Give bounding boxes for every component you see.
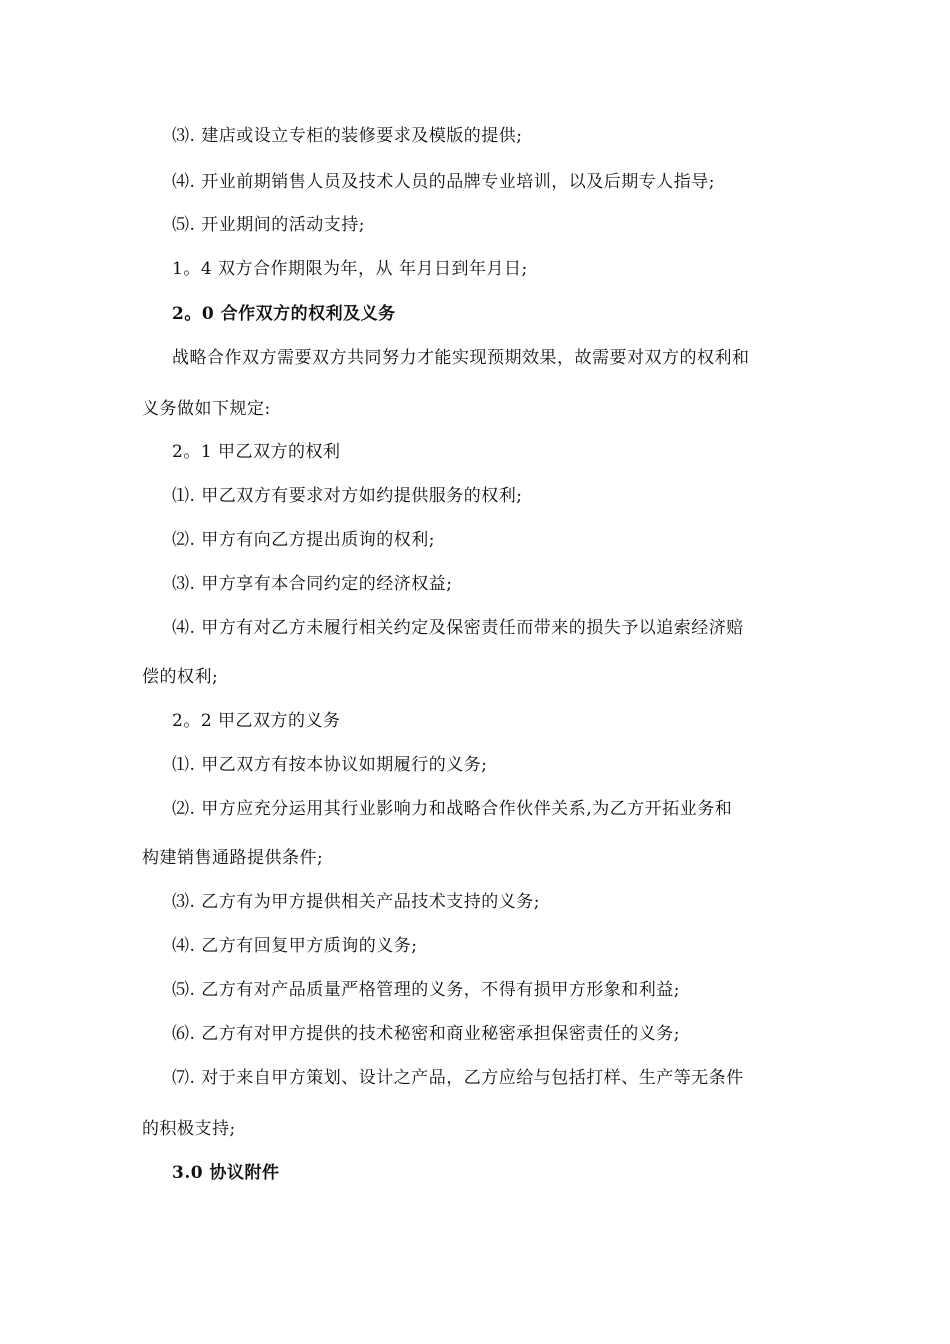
list-item: 构建销售通路提供条件; <box>142 848 324 868</box>
list-item: ⑵. 甲方有向乙方提出质询的权利; <box>172 530 436 550</box>
list-item: ⑷. 开业前期销售人员及技术人员的品牌专业培训，以及后期专人指导; <box>172 172 716 192</box>
list-item: ⑴. 甲乙双方有要求对方如约提供服务的权利; <box>172 486 523 506</box>
list-item: ⑴. 甲乙双方有按本协议如期履行的义务; <box>172 755 488 775</box>
list-item: ⑸. 开业期间的活动支持; <box>172 215 366 235</box>
list-item: ⑷. 甲方有对乙方未履行相关约定及保密责任而带来的损失予以追索经济赔 <box>172 618 744 638</box>
list-item: ⑶. 建店或设立专柜的装修要求及模版的提供; <box>172 126 523 146</box>
section-heading: 2。0 合作双方的权利及义务 <box>172 304 396 324</box>
subsection-heading: 2。2 甲乙双方的义务 <box>172 711 341 731</box>
list-item: 的积极支持; <box>142 1119 236 1139</box>
section-heading: 3.0 协议附件 <box>172 1163 280 1183</box>
paragraph: 1。4 双方合作期限为年，从 年月日到年月日; <box>172 259 528 279</box>
list-item: ⑶. 乙方有为甲方提供相关产品技术支持的义务; <box>172 892 541 912</box>
list-item: ⑹. 乙方有对甲方提供的技术秘密和商业秘密承担保密责任的义务; <box>172 1024 681 1044</box>
list-item: ⑺. 对于来自甲方策划、设计之产品，乙方应给与包括打样、生产等无条件 <box>172 1068 744 1088</box>
list-item: 偿的权利; <box>142 667 219 687</box>
subsection-heading: 2。1 甲乙双方的权利 <box>172 442 341 462</box>
paragraph: 义务做如下规定: <box>142 399 271 419</box>
list-item: ⑶. 甲方享有本合同约定的经济权益; <box>172 574 453 594</box>
list-item: ⑸. 乙方有对产品质量严格管理的义务，不得有损甲方形象和利益; <box>172 980 681 1000</box>
paragraph: 战略合作双方需要双方共同努力才能实现预期效果，故需要对双方的权利和 <box>172 348 750 368</box>
list-item: ⑵. 甲方应充分运用其行业影响力和战略合作伙伴关系,为乙方开拓业务和 <box>172 799 733 819</box>
list-item: ⑷. 乙方有回复甲方质询的义务; <box>172 936 418 956</box>
